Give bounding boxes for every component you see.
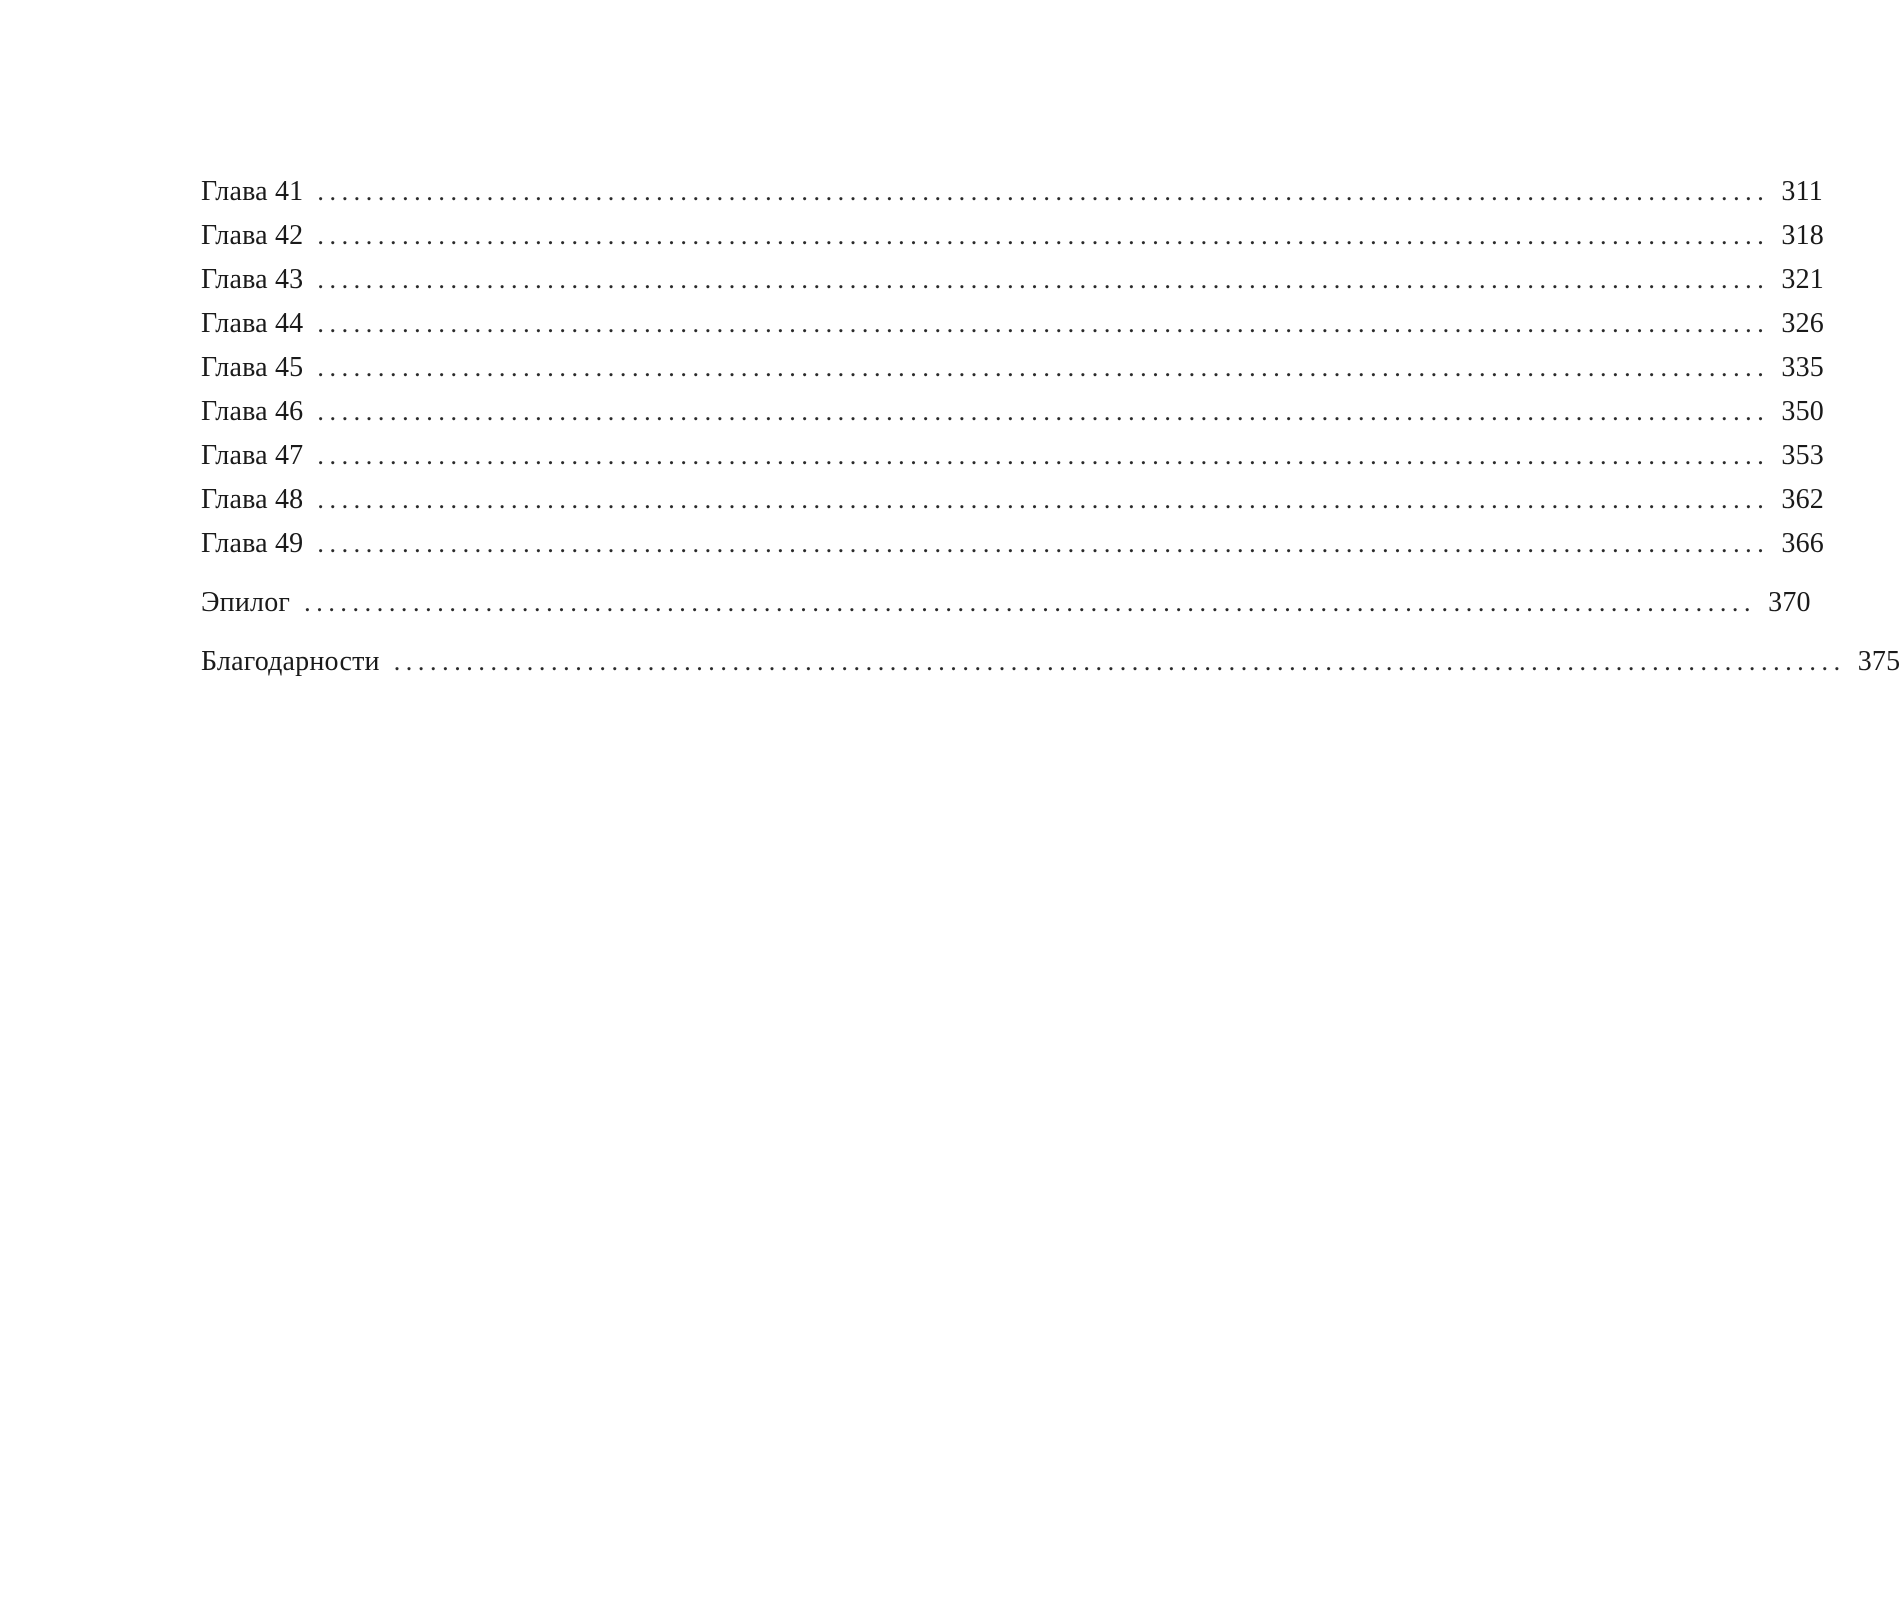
toc-dot-leader: ........................................................................................................................ <box>317 485 1770 514</box>
toc-entry-chapter-46 <box>201 390 1824 434</box>
toc-entry-page: 353 <box>1781 440 1824 471</box>
toc-entry-title: Глава 45 <box>201 352 304 383</box>
toc-entry-epilogue <box>201 581 1811 625</box>
toc-dot-leader: ........................................................................................................................ <box>317 309 1770 338</box>
toc-entry-chapter-45 <box>201 346 1824 390</box>
toc-entry-chapter-43 <box>201 258 1824 302</box>
toc-entry-page: 370 <box>1768 587 1811 618</box>
toc-entry-title: Глава 43 <box>201 264 304 295</box>
toc-entry-page: 366 <box>1781 528 1824 559</box>
toc-entry-chapter-47 <box>201 434 1824 478</box>
toc-entry-title: Глава 44 <box>201 308 304 339</box>
toc-dot-leader: ........................................................................................................................ <box>304 588 1757 617</box>
toc-dot-leader: ........................................................................................................................ <box>317 265 1770 294</box>
toc-entry-title: Глава 41 <box>201 176 304 207</box>
toc-entry-chapter-49 <box>201 522 1824 566</box>
toc-entry-title: Глава 47 <box>201 440 304 471</box>
toc-dot-leader: ........................................................................................................................ <box>317 529 1770 558</box>
toc-entry-page: 326 <box>1781 308 1824 339</box>
toc-entry-page: 335 <box>1781 352 1824 383</box>
toc-entry-page: 321 <box>1781 264 1824 295</box>
toc-dot-leader: ........................................................................................................................ <box>317 397 1770 426</box>
toc-dot-leader: ........................................................................................................................ <box>317 221 1770 250</box>
toc-dot-leader: ........................................................................................................................ <box>393 647 1846 676</box>
toc-entry-page: 375 <box>1857 646 1900 677</box>
toc-entry-title: Глава 46 <box>201 396 304 427</box>
toc-dot-leader: ........................................................................................................................ <box>317 353 1770 382</box>
table-of-contents <box>201 170 1900 684</box>
toc-dot-leader: ........................................................................................................................ <box>317 177 1770 206</box>
toc-entry-page: 311 <box>1781 176 1823 207</box>
toc-entry-page: 318 <box>1781 220 1824 251</box>
toc-entry-chapter-42 <box>201 214 1824 258</box>
toc-entry-title: Глава 42 <box>201 220 304 251</box>
toc-dot-leader: ........................................................................................................................ <box>317 441 1770 470</box>
toc-entry-page: 350 <box>1781 396 1824 427</box>
toc-entry-acknowledgements <box>201 640 1900 684</box>
toc-entry-title: Эпилог <box>201 587 291 618</box>
toc-entry-page: 362 <box>1781 484 1824 515</box>
toc-entry-chapter-41 <box>201 170 1823 214</box>
toc-entry-title: Глава 48 <box>201 484 304 515</box>
toc-entry-chapter-48 <box>201 478 1824 522</box>
toc-entry-chapter-44 <box>201 302 1824 346</box>
toc-entry-title: Благодарности <box>201 646 380 677</box>
toc-entry-title: Глава 49 <box>201 528 304 559</box>
